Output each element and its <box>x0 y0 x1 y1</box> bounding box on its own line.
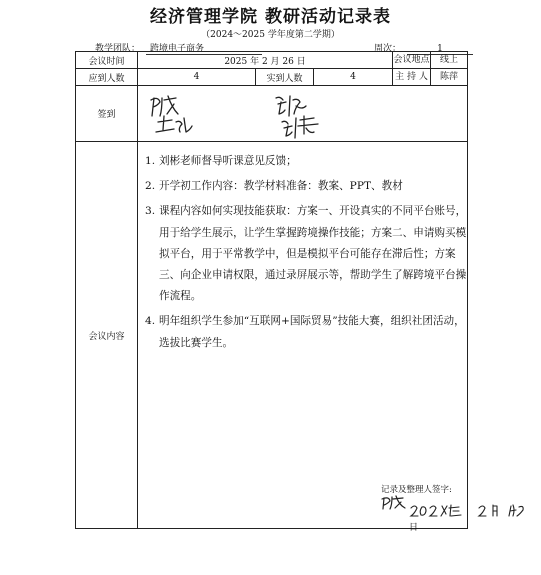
content-item-text: 开学初工作内容：教学材料准备：教案、PPT、教材 <box>159 180 403 193</box>
handwritten-signatures <box>138 86 468 141</box>
time-label: 会议时间 <box>76 52 138 69</box>
content-item-number: 3. <box>145 205 156 218</box>
content-item-number: 4. <box>145 315 156 328</box>
content-item-text: 明年组织学生参加“互联网+国际贸易”技能大赛，组织社团活动，选拔比赛学生。 <box>159 315 465 349</box>
content-item <box>145 311 470 353</box>
week-label: 周次： <box>374 44 402 54</box>
content-label: 会议内容 <box>76 142 138 529</box>
signatures-area <box>138 86 468 142</box>
content-item <box>145 176 470 197</box>
team-value: 跨境电子商务 <box>146 41 262 55</box>
sign-label: 签到 <box>76 86 138 142</box>
date-suffix: 日 <box>409 523 419 533</box>
recorder-label: 记录及整理人签字: <box>381 485 452 495</box>
place-label: 会议地点 <box>393 52 431 68</box>
content-item-number: 1. <box>145 155 156 167</box>
content-item-text: 刘彬老师督导听课意见反馈； <box>159 155 297 167</box>
time-value: 2025 年 2 月 26 日 <box>138 52 393 69</box>
actual-label: 实到人数 <box>256 69 314 86</box>
team-label: 教学团队： <box>95 44 141 54</box>
semester-subtitle: （2024～2025 学年度第二学期） <box>201 30 340 40</box>
meeting-content <box>138 142 467 533</box>
content-item <box>145 151 470 172</box>
page-title: 经济管理学院 教研活动记录表 <box>150 7 391 27</box>
place-value: 线上 <box>440 55 459 65</box>
content-item-number: 2. <box>145 180 156 193</box>
week-value: 1 <box>407 44 473 55</box>
handwritten-date <box>409 502 541 520</box>
host-value: 陈萍 <box>440 72 459 82</box>
actual-value: 4 <box>314 69 393 86</box>
sign-date <box>409 502 541 533</box>
content-item <box>145 201 470 307</box>
host-label: 主 持 人 <box>393 69 431 85</box>
content-item-text: 课程内容如何实现技能获取：方案一、开设真实的不同平台账号，用于给学生展示，让学生掌握跨境操作技能；方案二、申请购买模拟平台，用于平常教学中，但是模拟平台可能存在滞后性；方案三、向企业申请权限，通过录屏展示等，帮助学生了解跨境平台操作流程。 <box>159 205 467 303</box>
content-list <box>145 151 470 358</box>
expected-label: 应到人数 <box>76 69 138 86</box>
record-table <box>75 51 468 533</box>
expected-value: 4 <box>138 69 256 86</box>
sign-row <box>76 86 468 142</box>
content-row <box>76 142 468 529</box>
attendance-row <box>76 69 468 86</box>
time-row <box>76 52 468 69</box>
